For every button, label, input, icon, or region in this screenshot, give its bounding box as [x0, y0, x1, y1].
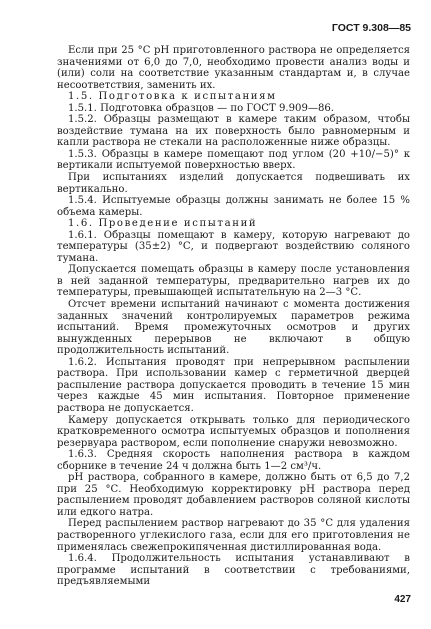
- document-header: ГОСТ 9.308—85: [331, 22, 411, 34]
- paragraph-ph-collected: pH раствора, собранного в камере, должно быть от 6,5 до 7,2 при 25 °С. Необходимую корректировку pH раствора перед распылением проводят добавлением растворов соляной кислоты или едкого натра.: [57, 472, 410, 518]
- paragraph-heating: Перед распылением раствор нагревают до 35 °С для удаления растворенного углекислого газа, если для его приготовления не применялась свежепрокипяченная дистиллированная вода.: [57, 518, 410, 553]
- paragraph-preheat: Допускается помещать образцы в камеру после установления в ней заданной температуры, предварительно нагрев их до температуры, превышающей испытательную на 2—3 °С.: [57, 264, 410, 299]
- paragraph-1-5-4: 1.5.4. Испытуемые образцы должны занимать не более 15 % объема камеры.: [57, 195, 410, 218]
- paragraph-1-6-1: 1.6.1. Образцы помещают в камеру, которую нагревают до температуры (35±2) °С, и подвергают воздействию соляного тумана.: [57, 229, 410, 264]
- heading-preparation: 1.5. Подготовка к испытаниям: [68, 91, 277, 103]
- paragraph-vertical-hanging: При испытаниях изделий допускается подвешивать их вертикально.: [57, 172, 410, 195]
- paragraph-time-count: Отсчет времени испытаний начинают с момента достижения заданных значений контролируемых параметров режима испытаний. Время промежуточных осмотров и других вынужденных перерывов не включают в общую продолжительность испытаний.: [57, 299, 410, 357]
- paragraph-1-5-1: 1.5.1. Подготовка образцов — по ГОСТ 9.909—86.: [68, 102, 335, 114]
- paragraph-1-6-3: 1.6.3. Средняя скорость наполнения раствора в каждом сборнике в течение 24 ч должна быть 1—2 см³/ч.: [57, 449, 410, 472]
- paragraph-1-5-2: 1.5.2. Образцы размещают в камере таким образом, чтобы воздействие тумана на их поверхность было равномерным и капли раствора не стекали на расположенные ниже образцы.: [57, 114, 410, 149]
- paragraph-1-6-2: 1.6.2. Испытания проводят при непрерывном распылении раствора. При использовании камер с герметичной дверцей распыление раствора допускается проводить в течение 15 мин через каждые 45 мин испытания. Повторное применение раствора не допускается.: [57, 356, 410, 414]
- paragraph-1-6-4: 1.6.4. Продолжительность испытания устанавливают в программе испытаний в соответствии с требованиями, предъявляемыми: [57, 553, 410, 588]
- paragraph-1-5-3: 1.5.3. Образцы в камере помещают под углом (20 +10/−5)° к вертикали испытуемой поверхностью вверх.: [57, 148, 410, 172]
- heading-conducting-tests: 1.6. Проведение испытаний: [68, 218, 258, 230]
- page-number: 427: [394, 594, 411, 605]
- page-body: [57, 45, 410, 588]
- paragraph-ph-check: Если при 25 °С pH приготовленного раствора не определяется значениями от 6,0 до 7,0, необходимо провести анализ воды и (или) соли на соответствие указанным стандартам и, в случае несоответствия, заменить их.: [57, 45, 410, 91]
- paragraph-chamber-open: Камеру допускается открывать только для периодического кратковременного осмотра испытуемых образцов и пополнения резервуара раствором, если пополнение снаружи невозможно.: [57, 414, 410, 449]
